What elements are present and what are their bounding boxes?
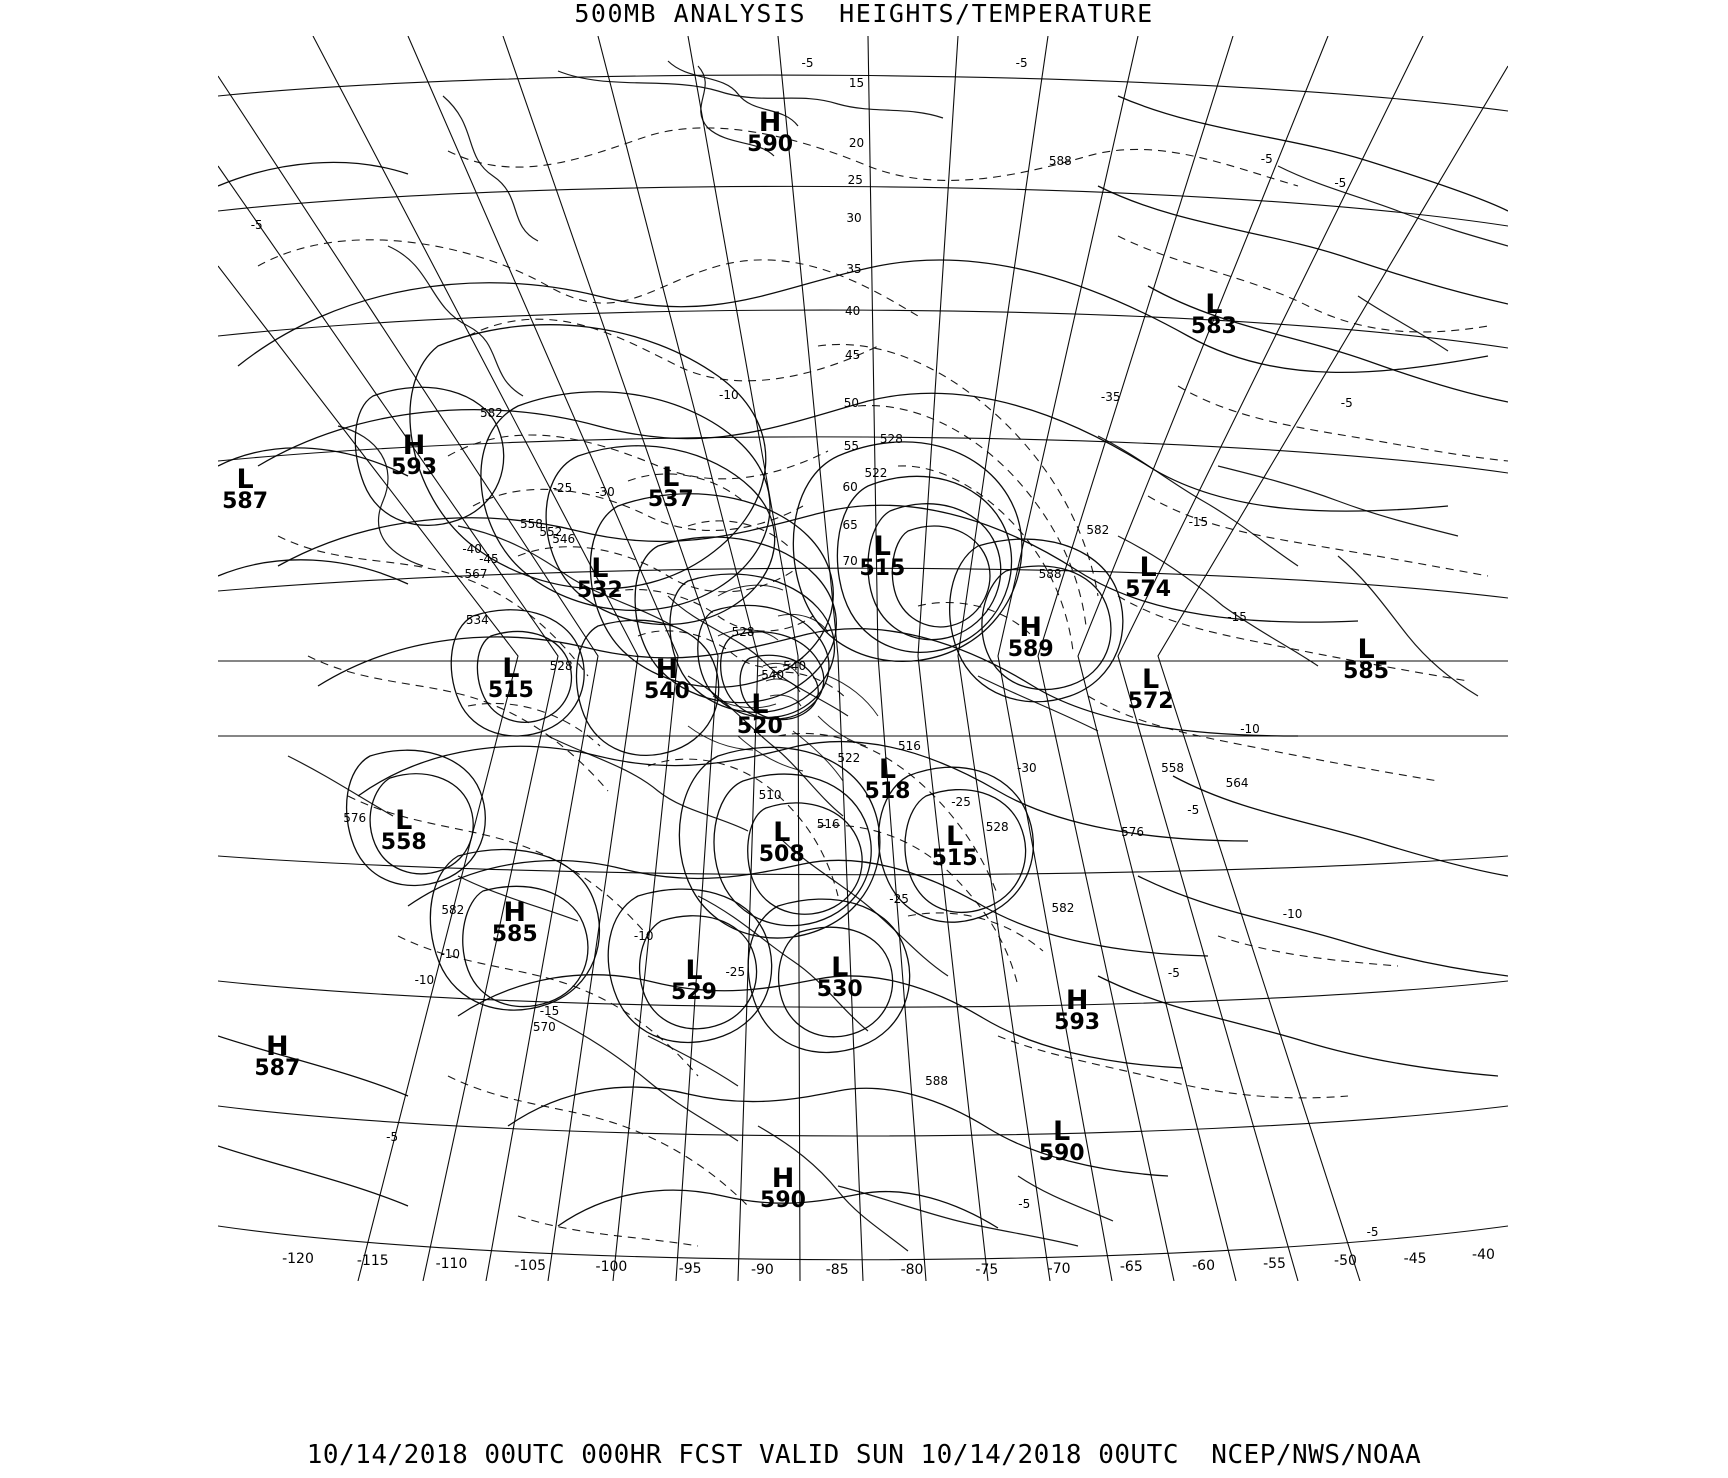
- temp-contour-label: -30: [1017, 761, 1037, 776]
- pressure-center-high: [644, 656, 690, 703]
- high-symbol: H: [266, 1031, 289, 1063]
- pressure-center-low: [859, 530, 906, 581]
- temp-contour-label: -25: [725, 965, 746, 980]
- height-contour-label: 558: [520, 517, 543, 532]
- height-contour-label: 516: [816, 817, 840, 832]
- temp-axis-label: 45: [845, 347, 861, 362]
- pressure-center-low: [816, 951, 863, 1002]
- temp-contour-label: -45: [479, 551, 499, 566]
- low-symbol: L: [502, 652, 520, 684]
- height-contour-label: 528: [731, 625, 755, 640]
- pressure-center-low: [380, 804, 427, 855]
- high-symbol: H: [402, 429, 426, 461]
- height-contour-label: 582: [441, 902, 465, 917]
- temp-contour-label: -25: [552, 480, 573, 495]
- lon-tick-label: -70: [1047, 1260, 1071, 1277]
- height-contour-label: 528: [549, 658, 573, 673]
- pressure-center-low: [864, 753, 911, 804]
- height-contour-label: 588: [1038, 566, 1062, 581]
- low-symbol: L: [591, 553, 609, 585]
- lon-tick-label: -65: [1119, 1259, 1143, 1276]
- temp-contour-label: -10: [719, 387, 739, 402]
- center-value: 515: [859, 555, 906, 581]
- low-symbol: L: [1357, 634, 1375, 666]
- height-contour-label: 528: [879, 432, 903, 447]
- temp-contour-label: -5: [801, 56, 814, 71]
- low-symbol: L: [1053, 1115, 1071, 1147]
- temp-axis-label: 20: [848, 136, 865, 151]
- temp-contour-label: -15: [539, 1003, 560, 1018]
- high-symbol: H: [1065, 985, 1089, 1017]
- center-value: 530: [816, 976, 863, 1002]
- height-contour-label: 528: [985, 819, 1009, 834]
- height-contour-label: 582: [480, 406, 503, 421]
- height-contour-label: 516: [897, 738, 921, 753]
- temp-axis-label: 35: [846, 261, 862, 276]
- height-contour-label: 558: [1161, 761, 1185, 776]
- center-value: 593: [391, 454, 438, 480]
- map-graphics: [218, 36, 1508, 1281]
- temp-axis-label: 65: [842, 518, 858, 533]
- lon-tick-label: -100: [595, 1259, 628, 1276]
- height-contour-label: 564: [1225, 776, 1249, 790]
- center-value: 590: [747, 132, 794, 158]
- center-value: 520: [736, 713, 783, 739]
- height-contour-label: 540: [761, 667, 785, 682]
- height-contour-label: 546: [552, 531, 576, 546]
- lon-tick-label: -85: [825, 1261, 849, 1278]
- temp-contour-label: -10: [440, 946, 460, 961]
- center-value: 587: [254, 1056, 301, 1082]
- height-contour-label: 522: [864, 465, 888, 480]
- center-value: 593: [1054, 1010, 1101, 1036]
- lon-tick-label: -115: [356, 1253, 389, 1270]
- height-contour-label: 534: [465, 612, 489, 627]
- pressure-center-low: [222, 463, 269, 514]
- pressure-center-low: [648, 464, 694, 511]
- temp-axis-label: 30: [846, 210, 862, 225]
- low-symbol: L: [395, 804, 413, 836]
- lon-tick-label: -45: [1403, 1250, 1427, 1267]
- temp-contour-label: -5: [1366, 1225, 1379, 1240]
- temp-contour-label: -5: [1340, 396, 1353, 411]
- temp-axis-label: 50: [843, 396, 860, 411]
- temp-axis-label: 60: [842, 479, 858, 494]
- lon-tick-label: -80: [900, 1261, 924, 1278]
- high-symbol: H: [1019, 611, 1042, 643]
- center-value: 508: [758, 842, 805, 868]
- temp-contour-label: -5: [1260, 152, 1273, 167]
- high-symbol: H: [758, 107, 782, 139]
- low-symbol: L: [1139, 551, 1157, 583]
- pressure-center-high: [747, 109, 793, 156]
- low-symbol: L: [1205, 289, 1223, 321]
- pressure-center-high: [491, 896, 538, 947]
- pressure-center-low: [487, 652, 534, 703]
- latitude-lines: [218, 75, 1508, 1260]
- temp-contour-label: -5: [1015, 56, 1028, 71]
- height-contour-label: 552: [539, 524, 563, 539]
- height-contour-label: 567: [464, 566, 488, 581]
- pressure-center-low: [931, 820, 978, 871]
- temp-axis-label: 25: [847, 173, 863, 188]
- lon-tick-label: -95: [678, 1260, 702, 1277]
- low-symbol: L: [873, 530, 891, 562]
- height-contour-label: 582: [1086, 523, 1110, 538]
- high-symbol: H: [771, 1163, 795, 1195]
- temp-axis-label: 15: [848, 76, 865, 91]
- pressure-center-high: [760, 1165, 806, 1212]
- height-contour-label: 570: [532, 1020, 556, 1035]
- pressure-center-high: [254, 1033, 300, 1080]
- pressure-center-high: [1054, 987, 1100, 1034]
- high-symbol: H: [655, 654, 679, 685]
- high-symbol: H: [503, 896, 526, 928]
- temp-contour-label: -5: [1018, 1196, 1031, 1211]
- pressure-center-low: [1125, 551, 1172, 602]
- lon-tick-label: -110: [435, 1255, 468, 1272]
- temp-contour-label: -15: [1227, 610, 1247, 625]
- center-value: 590: [760, 1188, 806, 1214]
- page-title: 500MB ANALYSIS HEIGHTS/TEMPERATURE: [574, 0, 1154, 28]
- center-value: 518: [864, 778, 911, 804]
- pressure-center-low: [759, 819, 805, 866]
- pressure-center-low: [1127, 663, 1174, 714]
- center-value: 587: [222, 488, 269, 514]
- pressure-center-low: [1191, 291, 1237, 338]
- temp-contour-label: -10: [414, 972, 435, 987]
- height-contour-label: 522: [837, 751, 861, 766]
- low-symbol: L: [831, 951, 849, 983]
- weather-map: [218, 36, 1508, 1281]
- temp-contour-label: -30: [595, 484, 615, 499]
- center-value: 589: [1007, 636, 1054, 662]
- center-value: 572: [1127, 688, 1174, 714]
- meridian-lines: [218, 36, 1508, 1281]
- low-symbol: L: [685, 955, 703, 987]
- height-contours: [218, 96, 1508, 1228]
- low-symbol: L: [751, 688, 769, 720]
- lon-tick-label: -40: [1472, 1246, 1495, 1263]
- center-value: 537: [647, 487, 694, 513]
- height-contour-label: 576: [343, 810, 367, 825]
- coastlines: [288, 61, 1508, 1251]
- lon-tick-label: -105: [514, 1258, 547, 1275]
- pressure-center-low: [671, 957, 717, 1004]
- temp-contour-label: -35: [1100, 390, 1121, 405]
- center-value: 585: [491, 921, 538, 947]
- lon-tick-label: -120: [282, 1250, 314, 1267]
- temp-contour-label: -15: [1188, 514, 1209, 529]
- pressure-center-low: [1343, 636, 1389, 683]
- temp-contour-label: -5: [1334, 175, 1347, 190]
- low-symbol: L: [773, 817, 791, 849]
- temp-contour-label: -5: [250, 218, 263, 233]
- temp-axis-label: 40: [845, 304, 861, 319]
- temp-contour-label: -10: [633, 929, 654, 944]
- center-value: 583: [1190, 314, 1237, 340]
- pressure-center-low: [1038, 1115, 1085, 1166]
- height-contour-label: 582: [1051, 900, 1075, 915]
- center-value: 540: [643, 679, 690, 704]
- center-value: 529: [671, 980, 717, 1006]
- center-value: 515: [487, 677, 534, 703]
- temp-contour-label: -25: [889, 891, 909, 906]
- temp-contour-label: -10: [1282, 906, 1303, 921]
- center-value: 585: [1343, 659, 1390, 685]
- height-contour-label: 540: [783, 658, 807, 673]
- height-contour-label: 588: [925, 1073, 948, 1088]
- lon-tick-label: -55: [1263, 1255, 1286, 1272]
- height-contour-label: 576: [1121, 824, 1145, 839]
- lon-tick-label: -90: [750, 1261, 774, 1278]
- height-contour-label: 588: [1048, 153, 1072, 168]
- height-contour-label: 510: [758, 788, 782, 803]
- low-symbol: L: [878, 753, 897, 785]
- temp-axis-label: 70: [842, 554, 858, 569]
- low-symbol: L: [236, 463, 254, 495]
- temperature-contours: [258, 128, 1508, 1246]
- temp-axis-label: 55: [843, 438, 860, 453]
- low-symbol: L: [662, 462, 680, 494]
- center-value: 574: [1125, 576, 1172, 602]
- footer-caption: 10/14/2018 00UTC 000HR FCST VALID SUN 10/14/2018 00UTC NCEP/NWS/NOAA: [306, 1440, 1422, 1470]
- temp-contour-label: -5: [1187, 803, 1200, 818]
- center-value: 515: [931, 845, 978, 871]
- center-value: 590: [1038, 1140, 1085, 1166]
- lon-tick-label: -75: [975, 1261, 999, 1278]
- temp-contour-label: -40: [462, 541, 482, 556]
- low-symbol: L: [1142, 663, 1160, 695]
- pressure-center-low: [736, 688, 783, 739]
- lon-tick-label: -50: [1334, 1253, 1357, 1270]
- pressure-center-low: [577, 555, 623, 602]
- low-symbol: L: [945, 820, 964, 852]
- temp-contour-label: -10: [1240, 722, 1260, 737]
- lon-tick-label: -60: [1192, 1258, 1215, 1275]
- temp-contour-label: -25: [951, 794, 971, 809]
- center-value: 558: [380, 829, 427, 855]
- temp-contour-label: -5: [386, 1129, 399, 1144]
- pressure-center-high: [391, 429, 438, 480]
- temp-contour-label: -5: [1167, 966, 1180, 981]
- pressure-center-high: [1007, 611, 1054, 662]
- center-value: 532: [576, 578, 623, 604]
